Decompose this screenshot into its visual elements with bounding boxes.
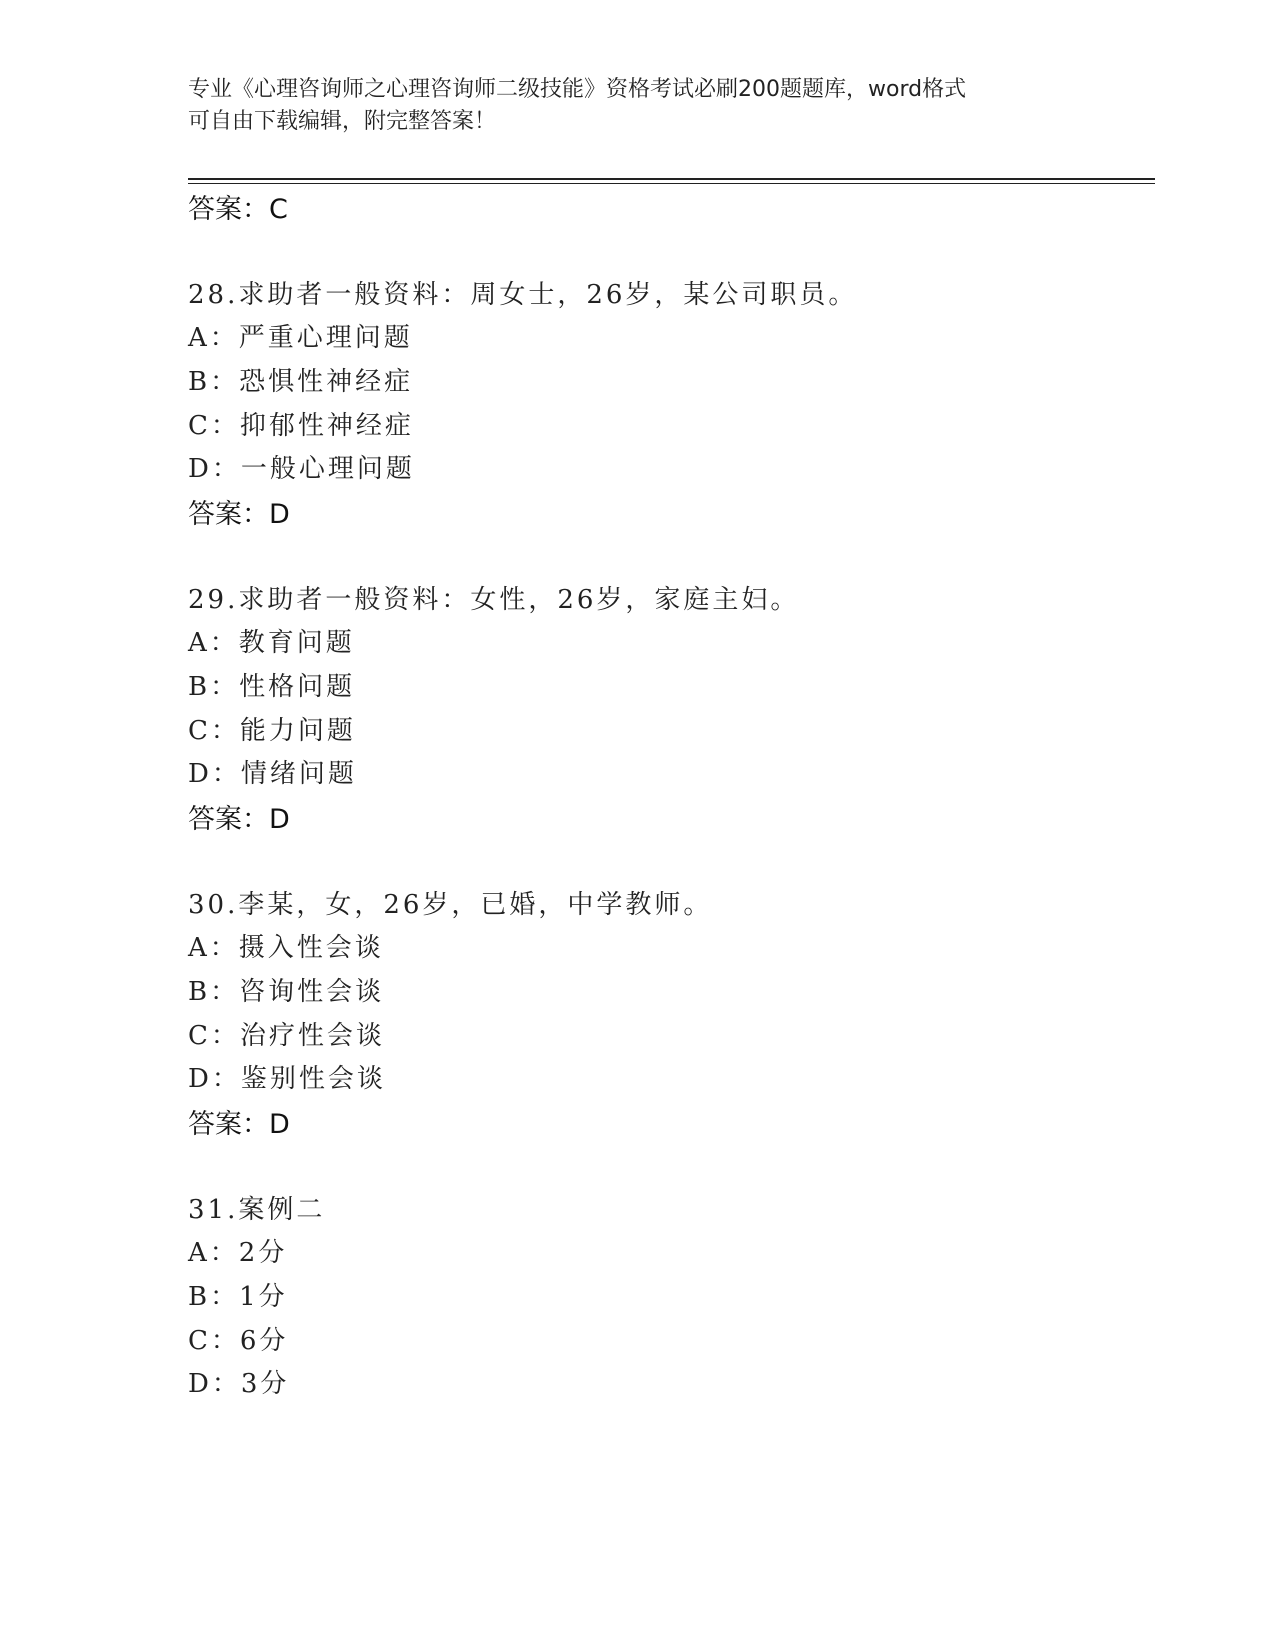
- option-a: A：摄入性会谈: [188, 933, 384, 963]
- option-d: D：情绪问题: [188, 759, 357, 789]
- option-a: A：严重心理问题: [188, 323, 413, 353]
- header-line-2: 可自由下载编辑，附完整答案！: [188, 109, 497, 134]
- option-a: A：教育问题: [188, 628, 355, 658]
- question-stem: 29.求助者一般资料：女性，26岁，家庭主妇。: [188, 585, 800, 615]
- option-a: A：2分: [188, 1238, 288, 1268]
- answer-line: 答案：D: [188, 499, 290, 530]
- answer-line: 答案：C: [188, 194, 288, 225]
- option-c: C：治疗性会谈: [188, 1021, 385, 1051]
- header-rule-thin: [188, 183, 1155, 184]
- option-c: C：抑郁性神经症: [188, 411, 414, 441]
- question-stem: 28.求助者一般资料：周女士，26岁，某公司职员。: [188, 280, 858, 310]
- answer-line: 答案：D: [188, 1109, 290, 1140]
- header-line-1: 专业《心理咨询师之心理咨询师二级技能》资格考试必刷200题题库，word格式: [188, 77, 967, 102]
- option-b: B：咨询性会谈: [188, 977, 385, 1007]
- question-stem: 30.李某，女，26岁，已婚，中学教师。: [188, 890, 713, 920]
- answer-line: 答案：D: [188, 804, 290, 835]
- page-header: [188, 74, 1088, 138]
- option-b: B：性格问题: [188, 672, 356, 702]
- option-b: B：1分: [188, 1282, 288, 1312]
- option-d: D：3分: [188, 1369, 290, 1399]
- option-d: D：鉴别性会谈: [188, 1064, 386, 1094]
- option-c: C：6分: [188, 1326, 289, 1356]
- option-b: B：恐惧性神经症: [188, 367, 414, 397]
- option-d: D：一般心理问题: [188, 454, 415, 484]
- header-rule-thick: [188, 178, 1155, 180]
- question-stem: 31.案例二: [188, 1195, 326, 1225]
- option-c: C：能力问题: [188, 716, 356, 746]
